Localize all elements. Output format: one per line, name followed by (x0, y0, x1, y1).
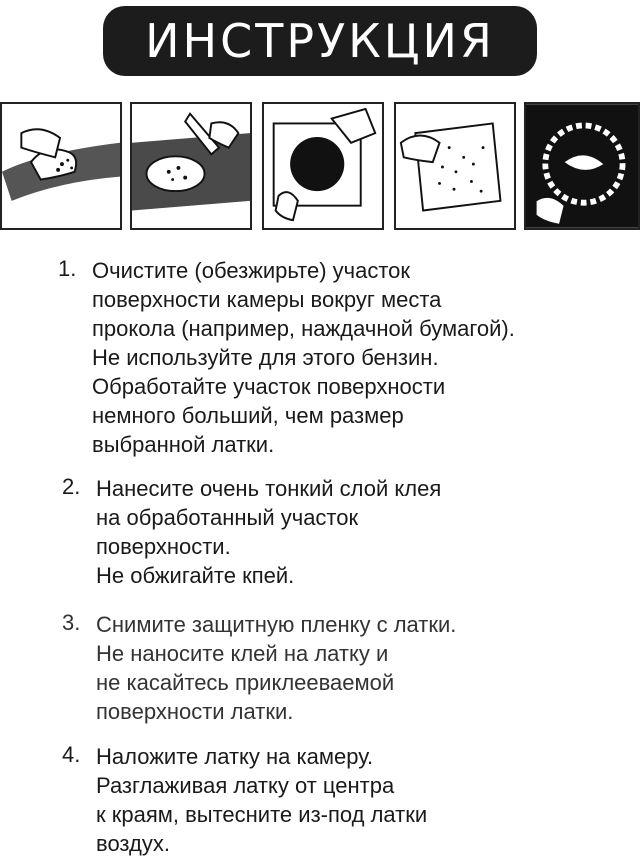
step-line: Обработайте участок поверхности (92, 374, 446, 399)
step-number: 2. (62, 474, 81, 499)
step-text (96, 474, 441, 590)
illustration-strip (0, 102, 640, 232)
header (0, 0, 640, 90)
step-line: Не используйте для этого бензин. (92, 345, 439, 370)
step-4 (62, 742, 427, 858)
step-line: воздух. (96, 831, 170, 856)
step-text (92, 256, 515, 459)
pressing-patch-icon (524, 102, 640, 230)
step-line: поверхности. (96, 534, 231, 559)
step-text (96, 610, 456, 726)
step-2 (62, 474, 441, 590)
step-line: Нанесите очень тонкий слой клея (96, 476, 442, 501)
step-line: прокола (например, наждачной бумагой). (92, 316, 515, 341)
step-line: немного больший, чем размер (92, 403, 404, 428)
step-line: выбранной латки. (92, 432, 275, 457)
title-badge (103, 6, 537, 76)
applying-glue-icon (130, 102, 252, 230)
page-title: ИНСТРУКЦИЯ (145, 14, 495, 68)
step-line: не касайтесь приклееваемой (96, 670, 395, 695)
step-number: 3. (62, 610, 81, 635)
step-line: Не обжигайте кпей. (96, 563, 295, 588)
step-1 (58, 256, 515, 459)
step-line: Очистите (обезжирьте) участок (92, 258, 411, 283)
step-number: 4. (62, 742, 81, 767)
step-line: на обработанный участок (96, 505, 359, 530)
step-line: Наложите латку на камеру. (96, 744, 374, 769)
step-3 (62, 610, 456, 726)
step-number: 1. (58, 256, 77, 281)
step-line: Не наносите клей на латку и (96, 641, 389, 666)
removing-film-icon (262, 102, 384, 230)
step-line: Снимите защитную пленку с латки. (96, 612, 457, 637)
step-line: Разглаживая латку от центра (96, 773, 395, 798)
peeling-patch-icon (394, 102, 516, 230)
step-line: поверхности камеры вокруг места (92, 287, 442, 312)
step-line: поверхности латки. (96, 699, 294, 724)
step-text (96, 742, 427, 858)
cleaning-surface-icon (0, 102, 122, 230)
step-line: к краям, вытесните из-под латки (96, 802, 428, 827)
